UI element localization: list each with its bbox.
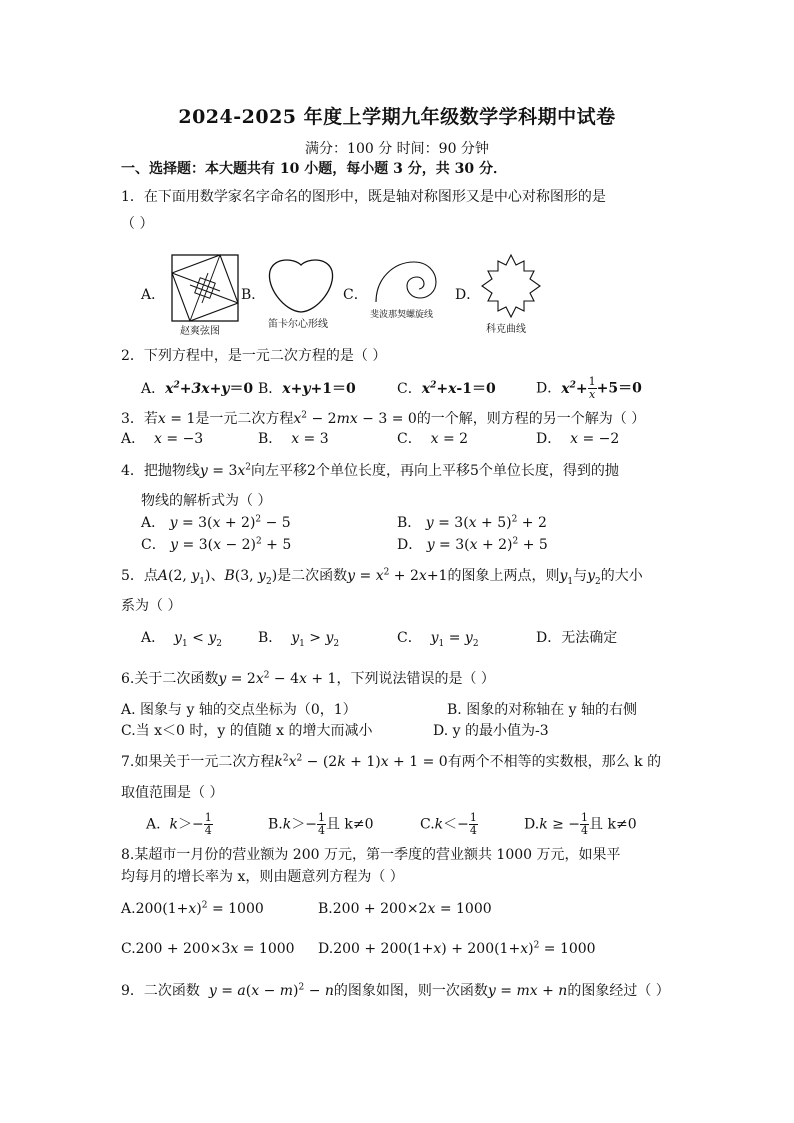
q7-option-d: D.k ≥ − $\frac{1}{4}$ 且 k≠0 — [524, 811, 637, 837]
zhao-shuang-figure — [170, 253, 240, 323]
q1-option-c-label: C． — [343, 287, 368, 303]
q4-stem: 4．把抛物线$y = 3x^2$向左平移2个单位长度，再向上平移5个单位长度，得到的抛 — [121, 462, 619, 479]
q2-option-a: A．$x^2+3x+y=0$ — [141, 380, 254, 397]
q1-caption-a: 赵爽弦图 — [180, 326, 220, 337]
fibonacci-spiral-figure — [372, 258, 438, 304]
q4-stem-line2: 物线的解析式为（ ） — [141, 493, 272, 509]
q3-option-b: B． x = 3 — [258, 431, 329, 447]
q6-option-b: B. 图象的对称轴在 y 轴的右侧 — [447, 702, 637, 718]
q1-caption-c: 斐波那契螺旋线 — [370, 310, 434, 320]
q6-option-c: C.当 x＜0 时，y 的值随 x 的增大而减小 — [121, 723, 373, 739]
q1-option-b-label: B． — [241, 287, 266, 303]
q1-option-a-label: A． — [141, 287, 166, 303]
q3-stem: 3．若x = 1是一元二次方程$x^2 - 2mx - 3 = 0$的一个解，则方程的另一个解为（ ） — [121, 410, 646, 427]
q8-option-a: $A.200(1+x)^2 = 1000$ — [121, 900, 264, 917]
exam-info: 满分：100 分 时间：90 分钟 — [305, 141, 489, 157]
q7-option-a: A. k＞− $\frac{1}{4}$ — [146, 811, 212, 837]
cardioid-figure — [266, 257, 336, 315]
q5-option-c: C． $y_1 = y_2$ — [397, 630, 479, 649]
q6-option-d: D. y 的最小值为-3 — [433, 723, 549, 739]
q5-stem-line2: 系为（ ） — [121, 598, 182, 614]
q2-option-b: B．x+y+1＝0 — [258, 381, 356, 397]
page-title: 2024-2025 年度上学期九年级数学学科期中试卷 — [178, 106, 616, 128]
q1-caption-b: 笛卡尔心形线 — [268, 319, 328, 330]
q8-stem-line2: 均每月的增长率为 x，则由题意列方程为（ ） — [121, 869, 404, 885]
q4-option-a: A． $y = 3(x + 2)^2 - 5$ — [141, 514, 291, 531]
q5-option-b: B． $y_1 > y_2$ — [258, 630, 340, 649]
q5-option-d: D．无法确定 — [536, 630, 618, 646]
q1-stem-paren: （ ） — [121, 216, 154, 232]
q6-option-a: A. 图象与 y 轴的交点坐标为（0，1） — [121, 702, 357, 718]
q1-option-d-label: D． — [455, 287, 481, 303]
q7-stem-line2: 取值范围是（ ） — [121, 785, 224, 801]
q4-option-d: D． $y = 3(x + 2)^2 + 5$ — [397, 536, 548, 553]
q4-option-c: C． $y = 3(x - 2)^2 + 5$ — [141, 536, 292, 553]
q3-option-c: C． x = 2 — [397, 431, 469, 447]
koch-curve-figure — [478, 253, 544, 319]
q9-stem: 9．二次函数 $y = a(x - m)^2 - n$的图象如图，则一次函数y = mx + n的图象经过（ ） — [121, 982, 670, 999]
q2-option-d: D．$x^2+$ $\frac{1}{x}$ +5＝0 — [536, 375, 642, 401]
q4-option-b: B． $y = 3(x + 5)^2 + 2$ — [397, 514, 547, 531]
q3-option-d: D． x = −2 — [536, 431, 620, 447]
q5-option-a: A． $y_1 < y_2$ — [141, 630, 222, 649]
q8-option-d: $D.200 + 200(1+x) + 200(1+x)^2 = 1000$ — [318, 940, 596, 957]
q1-caption-d: 科克曲线 — [486, 324, 526, 335]
q8-option-c: C.200 + 200×3x = 1000 — [121, 941, 295, 957]
q5-stem: 5．点A(2, $y_1$)、B(3, $y_2$)是二次函数$y = x^2 + 2x+1$的图象上两点，则$y_1$与$y_2$的大小 — [121, 567, 643, 587]
q3-option-a: A． x = −3 — [121, 431, 204, 447]
q7-option-c: C.k＜− $\frac{1}{4}$ — [420, 811, 477, 837]
q1-stem: 1．在下面用数学家名字命名的图形中，既是轴对称图形又是中心对称图形的是 — [121, 189, 606, 205]
q7-option-b: B.k＞− $\frac{1}{4}$ 且 k≠0 — [268, 811, 374, 837]
q7-stem: 7.如果关于一元二次方程$k^2x^2 - (2k + 1)x + 1 = 0$有两个不相等的实数根，那么 k 的 — [121, 753, 662, 770]
section-heading: 一、选择题：本大题共有 10 小题，每小题 3 分，共 30 分． — [121, 161, 507, 177]
q6-stem: 6.关于二次函数$y = 2x^2 - 4x + 1$，下列说法错误的是（ ） — [121, 670, 495, 687]
q2-stem: 2．下列方程中，是一元二次方程的是（ ） — [121, 348, 387, 364]
q2-option-c: C．$x^2+x-1=0$ — [397, 380, 496, 397]
q8-stem: 8.某超市一月份的营业额为 200 万元，第一季度的营业额共 1000 万元，如果平 — [121, 847, 621, 863]
q8-option-b: B.200 + 200×2x = 1000 — [318, 901, 492, 917]
